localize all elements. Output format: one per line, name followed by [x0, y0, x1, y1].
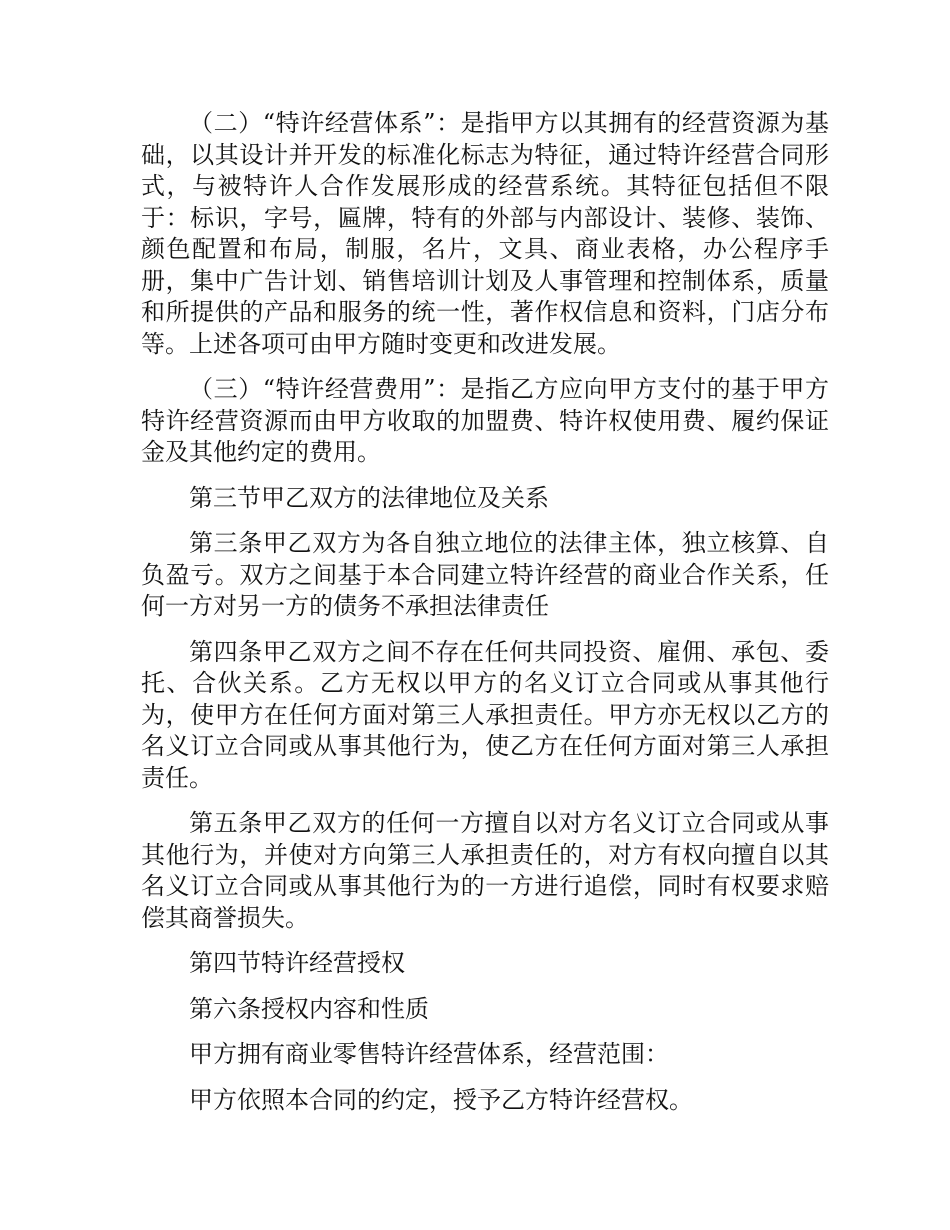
article-3-paragraph: 第三条甲乙双方为各自独立地位的法律主体，独立核算、自负盈亏。双方之间基于本合同建立特许经营的商业合作关系，任何一方对另一方的债务不承担法律责任 — [141, 529, 829, 620]
franchise-grant-paragraph: 甲方依照本合同的约定，授予乙方特许经营权。 — [189, 1085, 693, 1114]
section-heading-legal-status: 第三节甲乙双方的法律地位及关系 — [189, 483, 549, 512]
paragraph-franchise-fee-definition: （三）“特许经营费用”：是指乙方应向甲方支付的基于甲方特许经营资源而由甲方收取的加盟费、特许权使用费、履约保证金及其他约定的费用。 — [141, 375, 829, 466]
article-5-paragraph: 第五条甲乙双方的任何一方擅自以对方名义订立合同或从事其他行为，并使对方向第三人承担责任的，对方有权向擅自以其名义订立合同或从事其他行为的一方进行追偿，同时有权要求赔偿其商誉损失。 — [141, 809, 829, 932]
document-body — [141, 108, 829, 1130]
business-scope-paragraph: 甲方拥有商业零售特许经营体系，经营范围： — [189, 1040, 669, 1068]
paragraph-franchise-system-definition: （二）“特许经营体系”：是指甲方以其拥有的经营资源为基础，以其设计并开发的标准化标志为特征，通过特许经营合同形式，与被特许人合作发展形成的经营系统。其特征包括但不限于：标识，字号，匾牌，特有的外部与内部设计、装修、装饰、颜色配置和布局，制服，名片，文具、商业表格，办公程序手册，集中广告计划、销售培训计划及人事管理和控制体系，质量和所提供的产品和服务的统一性，著作权信息和资料，门店分布等。上述各项可由甲方随时变更和改进发展。 — [141, 109, 829, 358]
section-heading-franchise-authorization: 第四节特许经营授权 — [189, 949, 405, 977]
article-6-heading: 第六条授权内容和性质 — [189, 994, 429, 1023]
article-4-paragraph: 第四条甲乙双方之间不存在任何共同投资、雇佣、承包、委托、合伙关系。乙方无权以甲方的名义订立合同或从事其他行为，使甲方在任何方面对第三人承担责任。甲方亦无权以乙方的名义订立合同或从事其他行为，使乙方在任何方面对第三人承担责任。 — [141, 637, 829, 792]
